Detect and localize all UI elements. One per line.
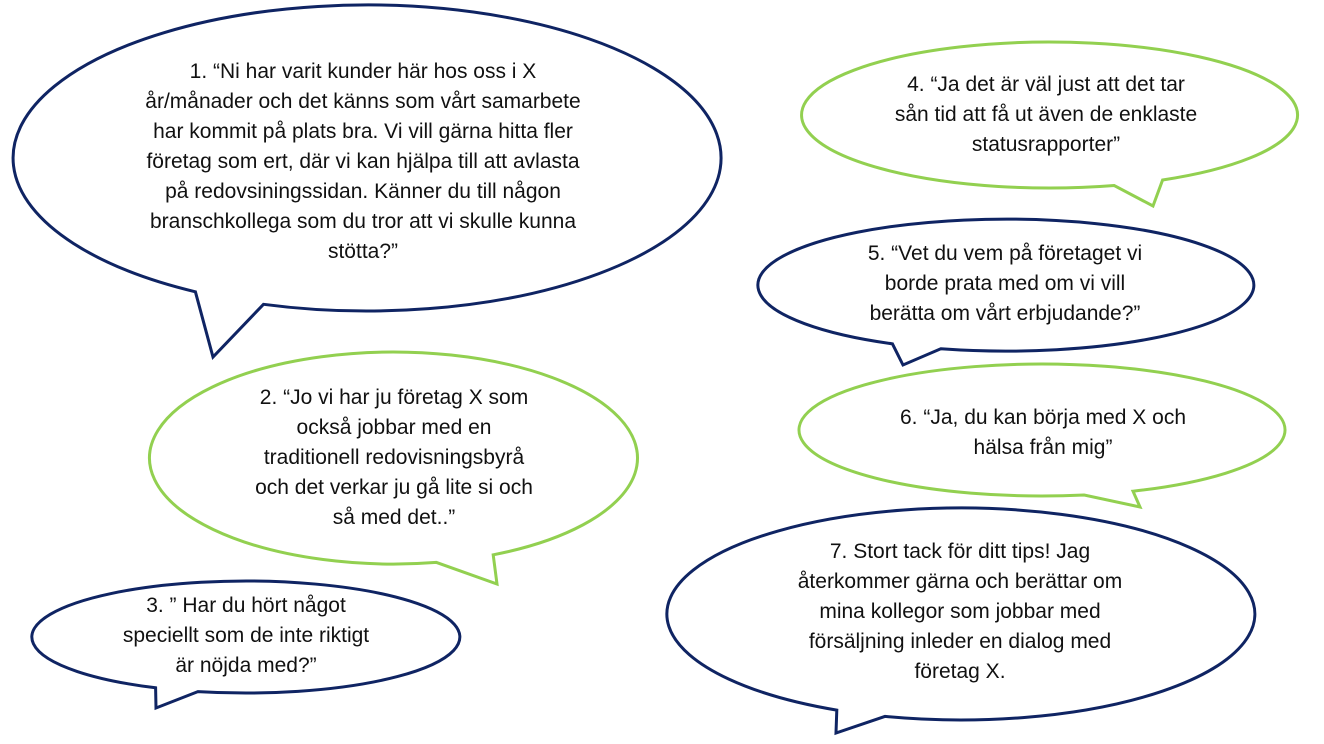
bubble-3-text: 3. ” Har du hört något speciellt som de inte riktigt är nöjda med?” [122, 594, 370, 677]
bubble-6-text: 6. “Ja, du kan börja med X och hälsa från mig” [900, 406, 1186, 459]
bubble-5-text: 5. “Vet du vem på företaget vi borde prata med om vi vill berätta om vårt erbjudande?” [867, 242, 1143, 325]
bubble-7-text: 7. Stort tack för ditt tips! Jag återkommer gärna och berättar om mina kollegor som jobbar med försäljning inleder en dialog med företag X. [797, 540, 1123, 683]
bubble-2-text: 2. “Jo vi har ju företag X som också jobbar med en traditionell redovisningsbyrå och det verkar ju gå lite si och så med det..” [255, 386, 533, 529]
bubble-4-text: 4. “Ja det är väl just att det tar sån tid att få ut även de enklaste statusrapporter” [894, 73, 1198, 156]
bubble-1-text: 1. “Ni har varit kunder här hos oss i X år/månader och det känns som vårt samarbete har kommit på plats bra. Vi vill gärna hitta fler företag som ert, där vi kan hjälpa till att avlasta på redovsiningssidan. Känner du till någon branschkollega som du tror att vi skulle kunna stötta?” [145, 60, 581, 263]
